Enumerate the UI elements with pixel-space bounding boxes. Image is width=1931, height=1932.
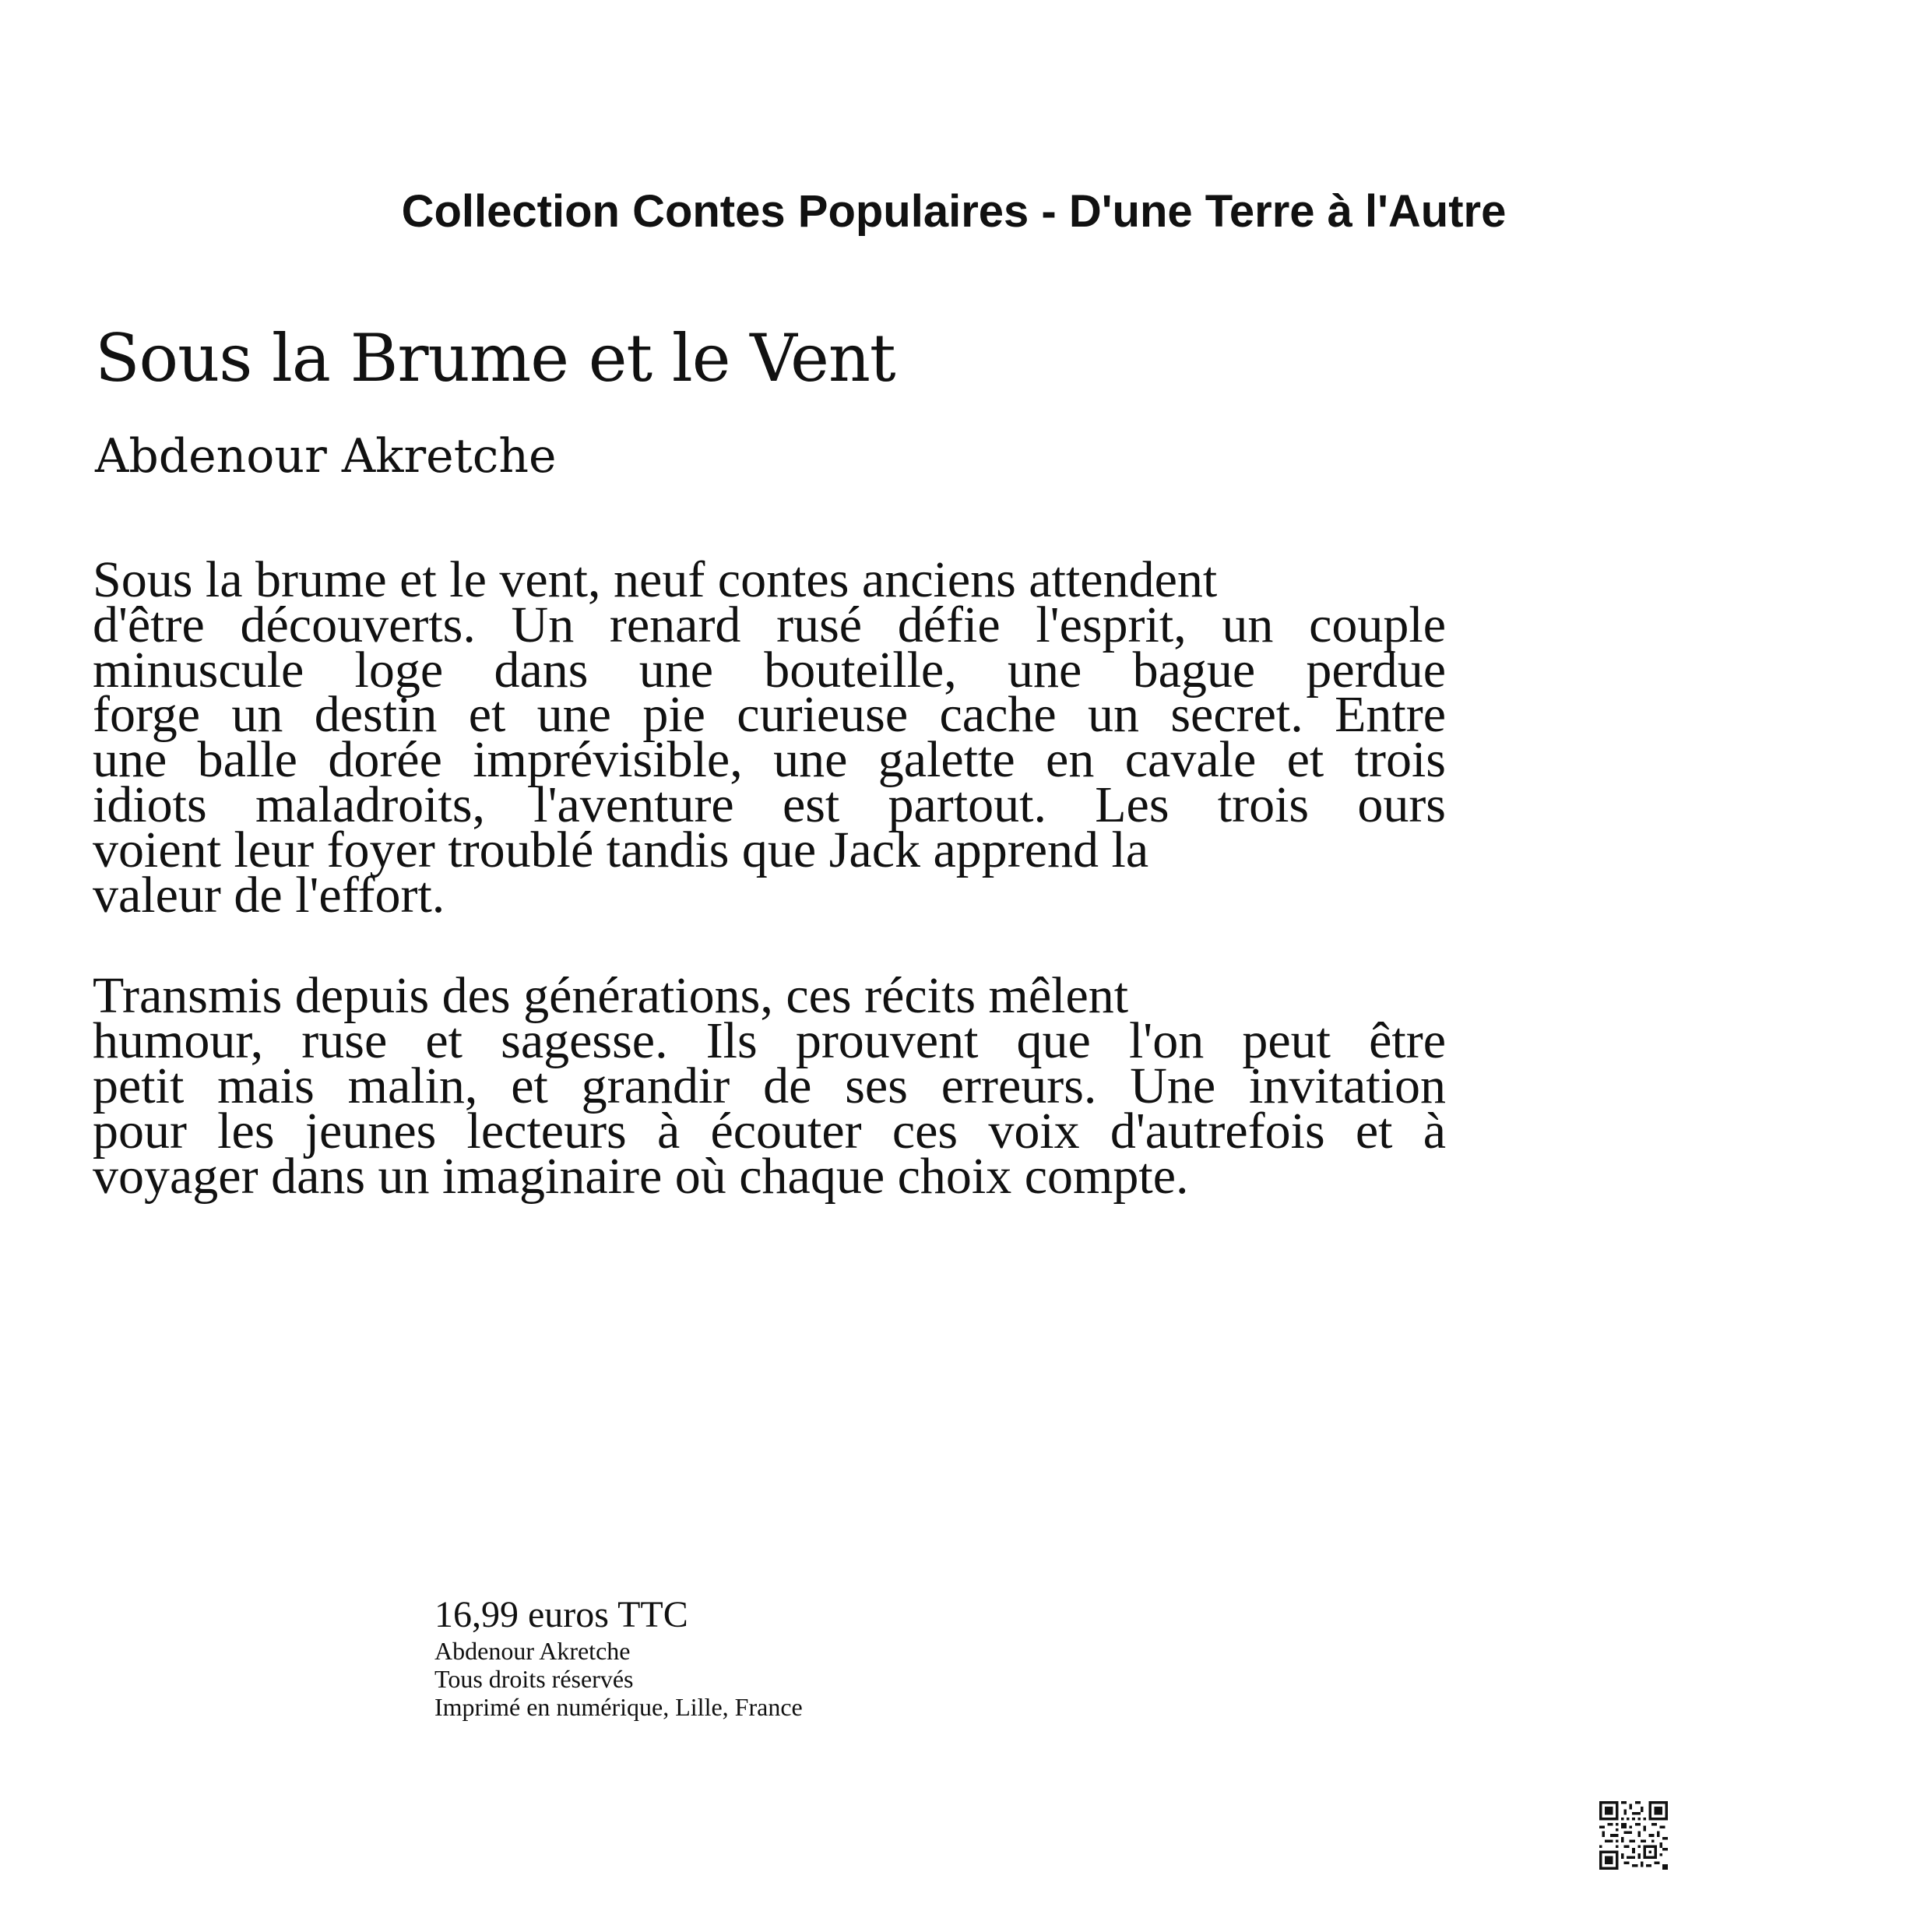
blurb-line: petit mais malin, et grandir de ses erreurs. Une invitation xyxy=(93,1057,1446,1114)
blurb-line: voyager dans un imaginaire où chaque choix compte. xyxy=(93,1147,1189,1205)
blurb-line: d'être découverts. Un renard rusé défie l'esprit, un couple xyxy=(93,596,1446,653)
price-label: 16,99 euros TTC xyxy=(434,1594,688,1635)
blurb-paragraph-2 xyxy=(93,967,1446,1205)
imprint-block xyxy=(434,1593,803,1721)
blurb-line: humour, ruse et sagesse. Ils prouvent que l'on peut être xyxy=(93,1012,1446,1070)
printing-info: Imprimé en numérique, Lille, France xyxy=(434,1693,803,1721)
blurb-line: forge un destin et une pie curieuse cache un secret. Entre xyxy=(93,686,1446,744)
blurb-paragraph-1 xyxy=(93,551,1446,924)
imprint-author: Abdenour Akretche xyxy=(434,1637,631,1665)
blurb-line: Sous la brume et le vent, neuf contes anciens attendent xyxy=(93,551,1218,608)
qr-code-icon xyxy=(1599,1801,1668,1870)
blurb-line: une balle dorée imprévisible, une galette en cavale et trois xyxy=(93,731,1446,789)
blurb-line: valeur de l'effort. xyxy=(93,866,445,924)
book-author: Abdenour Akretche xyxy=(95,429,557,484)
blurb-line: minuscule loge dans une bouteille, une bague perdue xyxy=(93,641,1446,699)
blurb-line: idiots maladroits, l'aventure est partout. Les trois ours xyxy=(93,776,1446,833)
blurb-line: voient leur foyer troublé tandis que Jack apprend la xyxy=(93,821,1149,878)
blurb-line: pour les jeunes lecteurs à écouter ces voix d'autrefois et à xyxy=(93,1102,1446,1160)
rights-notice: Tous droits réservés xyxy=(434,1665,634,1693)
back-cover-blurb xyxy=(93,551,1446,1205)
blurb-line: Transmis depuis des générations, ces récits mêlent xyxy=(93,967,1129,1025)
book-title: Sous la Brume et le Vent xyxy=(95,320,895,396)
collection-title: Collection Contes Populaires - D'une Terre à l'Autre xyxy=(401,186,1507,237)
